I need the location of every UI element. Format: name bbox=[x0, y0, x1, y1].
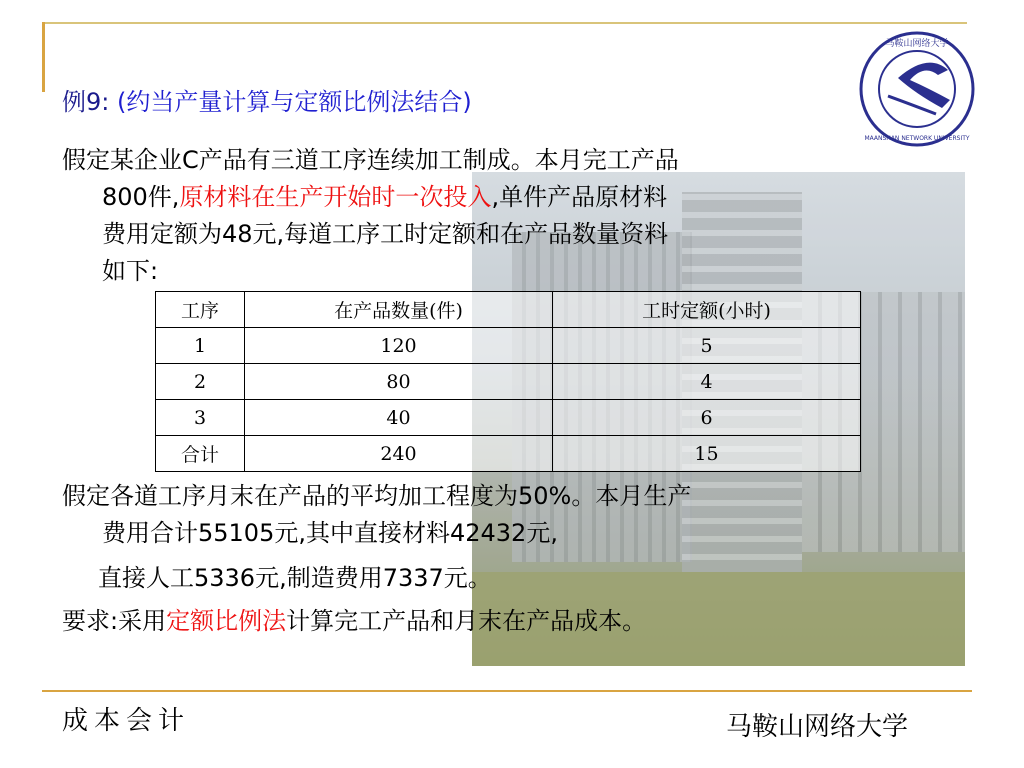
quota-method-highlight: 定额比例法 bbox=[166, 607, 287, 635]
example-label: 例9: bbox=[62, 88, 110, 116]
table-row bbox=[156, 328, 861, 364]
cell-quantity: 240 bbox=[245, 436, 553, 472]
cell-quantity: 120 bbox=[245, 328, 553, 364]
table-row bbox=[156, 364, 861, 400]
university-logo bbox=[858, 30, 976, 148]
header-wip-quantity: 在产品数量(件) bbox=[245, 292, 553, 328]
cell-process: 3 bbox=[156, 400, 245, 436]
footer-divider bbox=[42, 690, 972, 692]
material-cost-text: ,单件产品原材料 bbox=[491, 183, 668, 211]
top-divider bbox=[42, 22, 967, 24]
cell-hours: 15 bbox=[553, 436, 861, 472]
requirement-suffix: 计算完工产品和月末在产品成本。 bbox=[286, 607, 647, 635]
slide-title bbox=[62, 82, 472, 117]
paragraph-1-line-4: 如下: bbox=[102, 257, 159, 285]
paragraph-1-line-2 bbox=[102, 179, 667, 216]
university-name: 马鞍山网络大学 bbox=[726, 712, 909, 742]
requirement-line bbox=[62, 603, 646, 640]
cell-process: 1 bbox=[156, 328, 245, 364]
header-process: 工序 bbox=[156, 292, 245, 328]
process-data-table bbox=[155, 291, 861, 472]
course-name: 成本会计 bbox=[62, 706, 191, 736]
cell-hours: 4 bbox=[553, 364, 861, 400]
paragraph-2-line-2: 费用合计55105元,其中直接材料42432元, bbox=[102, 519, 558, 547]
header-hour-quota: 工时定额(小时) bbox=[553, 292, 861, 328]
cell-quantity: 80 bbox=[245, 364, 553, 400]
table-row bbox=[156, 400, 861, 436]
table-header-row bbox=[156, 292, 861, 328]
paragraph-2-line-1: 假定各道工序月末在产品的平均加工程度为50%。本月生产 bbox=[62, 482, 692, 510]
left-accent-bar bbox=[42, 22, 45, 92]
cell-hours: 6 bbox=[553, 400, 861, 436]
requirement-prefix: 要求:采用 bbox=[62, 607, 167, 635]
paragraph-1-line-1: 假定某企业C产品有三道工序连续加工制成。本月完工产品 bbox=[62, 146, 679, 174]
table-row-total bbox=[156, 436, 861, 472]
logo-ring-text: MAANSHAN NETWORK UNIVERSITY bbox=[864, 135, 970, 142]
logo-top-text: 马鞍山网络大学 bbox=[885, 39, 949, 49]
title-subtitle: (约当产量计算与定额比例法结合) bbox=[117, 88, 472, 116]
quantity-text: 800件, bbox=[102, 183, 180, 211]
cell-quantity: 40 bbox=[245, 400, 553, 436]
cell-process: 合计 bbox=[156, 436, 245, 472]
cell-process: 2 bbox=[156, 364, 245, 400]
cell-hours: 5 bbox=[553, 328, 861, 364]
paragraph-1-line-3: 费用定额为48元,每道工序工时定额和在产品数量资料 bbox=[102, 220, 669, 248]
paragraph-2-line-3: 直接人工5336元,制造费用7337元。 bbox=[98, 564, 492, 592]
material-input-highlight: 原材料在生产开始时一次投入 bbox=[179, 183, 492, 211]
